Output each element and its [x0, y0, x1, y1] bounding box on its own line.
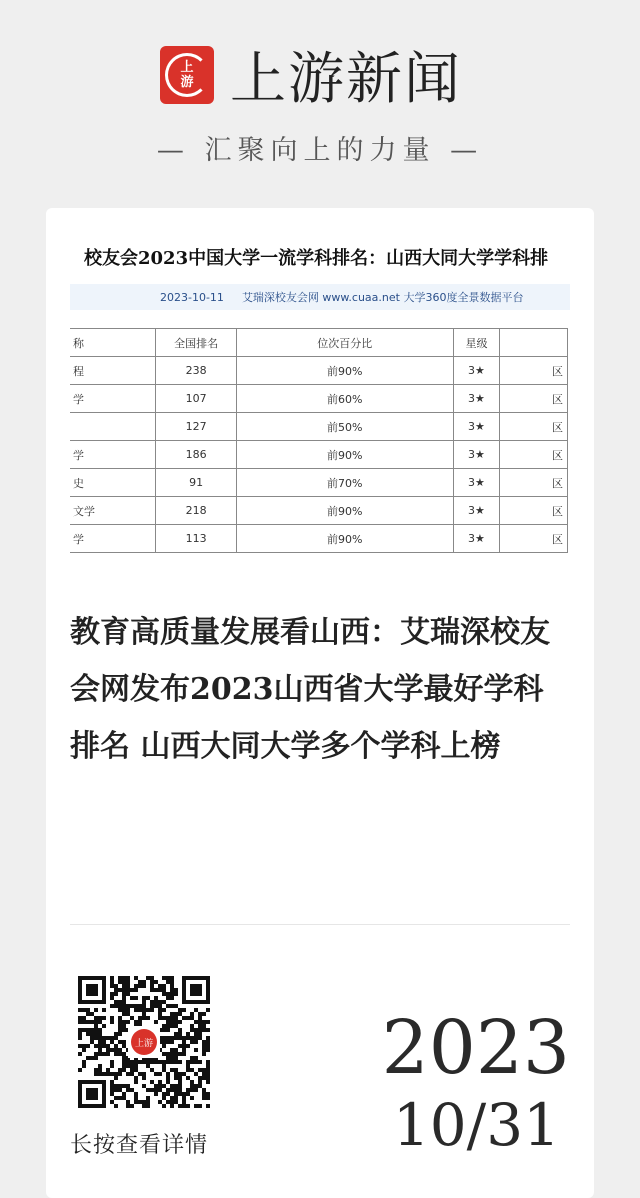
- table-cell: 前50%: [236, 413, 453, 441]
- table-row: [70, 469, 568, 497]
- logo-char-bottom: 游: [180, 75, 194, 90]
- table-cell: 前90%: [236, 357, 453, 385]
- image-meta-bar: [70, 284, 570, 310]
- slogan: — 汇聚向上的力量 —: [156, 135, 484, 166]
- header-cell: 星级: [453, 329, 500, 357]
- table-cell: 学: [70, 385, 156, 413]
- qr-center-logo: 上游: [134, 1039, 154, 1049]
- article-image[interactable]: [70, 230, 570, 570]
- header-cell: [500, 329, 568, 357]
- table-cell: 218: [156, 497, 236, 525]
- table-cell: 3★: [453, 385, 500, 413]
- image-title: 校友会2023中国大学一流学科排名：山西大同大学学科排: [84, 248, 549, 269]
- table-cell: [70, 413, 156, 441]
- article-card[interactable]: [46, 208, 594, 1198]
- table-cell: 3★: [453, 469, 500, 497]
- table-row: [70, 525, 568, 553]
- table-cell: 前70%: [236, 469, 453, 497]
- table-cell: 学: [70, 441, 156, 469]
- article-headline[interactable]: 教育高质量发展看山西：艾瑞深校友会网发布2023山西省大学最好学科排名 山西大同大学多个学科上榜: [70, 615, 550, 764]
- table-header-row: [70, 329, 568, 357]
- table-cell: 107: [156, 385, 236, 413]
- header-cell: 称: [70, 329, 156, 357]
- table-cell: 3★: [453, 525, 500, 553]
- table-cell: 区: [500, 525, 568, 553]
- table-cell: 3★: [453, 441, 500, 469]
- table-cell: 区: [500, 441, 568, 469]
- table-cell: 学: [70, 525, 156, 553]
- table-cell: 3★: [453, 413, 500, 441]
- divider: [70, 924, 570, 925]
- table-cell: 前60%: [236, 385, 453, 413]
- table-row: [70, 385, 568, 413]
- ranking-table: [70, 328, 568, 553]
- table-cell: 区: [500, 357, 568, 385]
- table-row: [70, 441, 568, 469]
- image-date: 2023-10-11: [160, 290, 224, 304]
- table-cell: 186: [156, 441, 236, 469]
- table-cell: 前90%: [236, 525, 453, 553]
- brand-name: 上游新闻: [230, 47, 462, 112]
- table-cell: 史: [70, 469, 156, 497]
- header-cell: 位次百分比: [236, 329, 453, 357]
- brand-logo-icon: [160, 46, 214, 104]
- image-source: 艾瑞深校友会网 www.cuaa.net 大学360度全景数据平台: [241, 291, 524, 304]
- header-cell: 全国排名: [156, 329, 236, 357]
- table-cell: 区: [500, 413, 568, 441]
- table-cell: 文学: [70, 497, 156, 525]
- table-cell: 91: [156, 469, 236, 497]
- table-row: [70, 413, 568, 441]
- table-row: [70, 357, 568, 385]
- brand-header: [160, 40, 462, 110]
- qr-code-graphic: [78, 976, 210, 1108]
- table-cell: 程: [70, 357, 156, 385]
- table-cell: 127: [156, 413, 236, 441]
- date-year: 2023: [381, 1005, 570, 1091]
- table-cell: 前90%: [236, 441, 453, 469]
- table-cell: 前90%: [236, 497, 453, 525]
- qr-code[interactable]: [78, 976, 210, 1108]
- table-cell: 113: [156, 525, 236, 553]
- logo-ring: [165, 53, 209, 97]
- qr-label: 长按查看详情: [70, 1133, 209, 1158]
- table-cell: 3★: [453, 357, 500, 385]
- date-month-day: 10/31: [392, 1091, 560, 1159]
- table-row: [70, 497, 568, 525]
- table-cell: 区: [500, 497, 568, 525]
- table-cell: 3★: [453, 497, 500, 525]
- table-cell: 238: [156, 357, 236, 385]
- table-cell: 区: [500, 385, 568, 413]
- table-cell: 区: [500, 469, 568, 497]
- logo-char-top: 上: [180, 60, 194, 75]
